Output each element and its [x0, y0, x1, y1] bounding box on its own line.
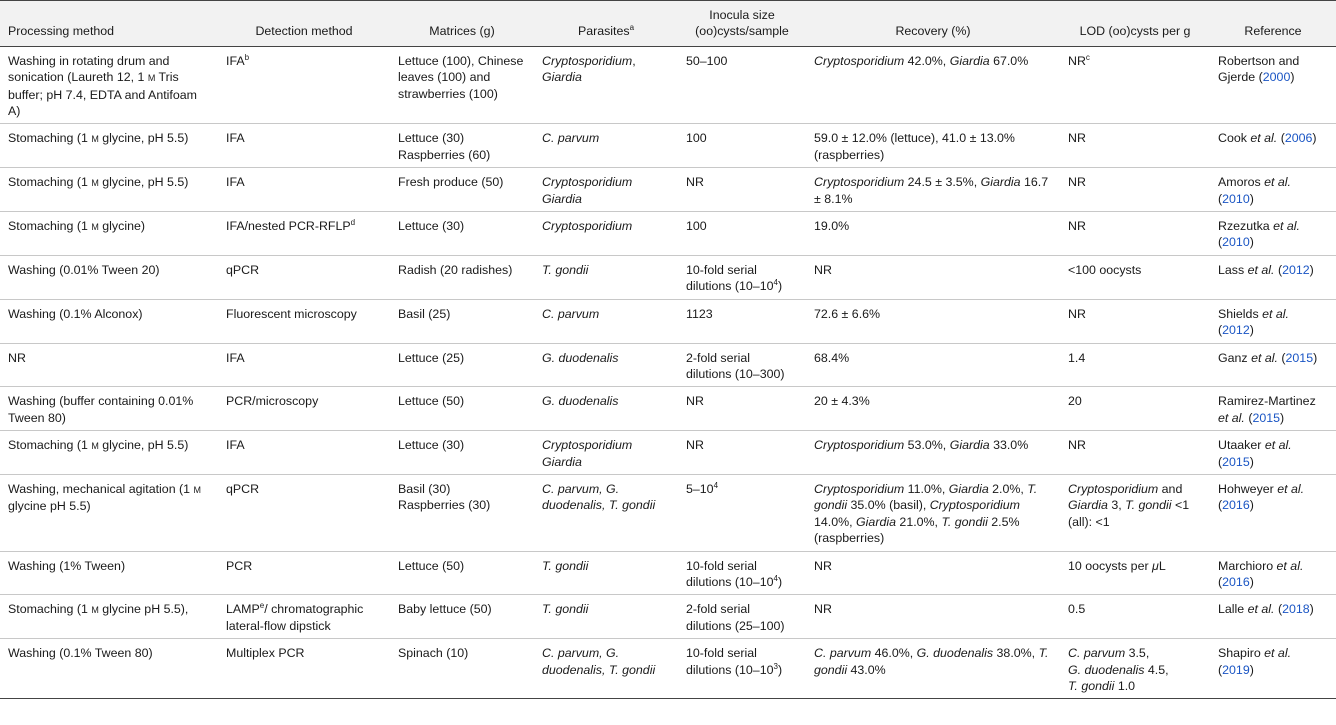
parasite-name: Giardia [542, 454, 582, 469]
parasite-name: T. gondii [814, 481, 1038, 513]
inocula-text: 5–10 [686, 481, 714, 496]
reference-paren: ( [1218, 235, 1223, 250]
parasite-name: Cryptosporidium [814, 53, 905, 68]
cell-detection [218, 595, 390, 639]
lod-value: <1 (all): <1 [1068, 498, 1190, 529]
cell-reference [1210, 595, 1336, 639]
cell-inocula: 50–100 [678, 46, 806, 124]
cell-recovery: 20 ± 4.3% [806, 387, 1060, 431]
et-al: et al. [1251, 350, 1278, 365]
et-al: et al. [1262, 306, 1289, 321]
cell-matrices: Radish (20 radishes) [390, 255, 534, 299]
cell-inocula: NR [678, 387, 806, 431]
cell-detection [218, 212, 390, 256]
parasite-name: Cryptosporidium [542, 438, 633, 453]
reference-paren: ) [1309, 602, 1314, 617]
cell-lod: NR [1060, 212, 1210, 256]
parasite-name: G. duodenalis [1068, 662, 1145, 677]
parasite-name: T. gondii [941, 514, 988, 529]
et-al: et al. [1250, 131, 1278, 146]
cell-recovery: 59.0 ± 12.0% (lettuce), 41.0 ± 13.0% (raspberries) [806, 124, 1060, 168]
recovery-value: 2.0%, [988, 481, 1028, 496]
cell-lod: NR [1060, 431, 1210, 475]
cell-lod [1060, 639, 1210, 699]
matrix-line: Basil (30) [398, 481, 451, 496]
cell-processing: NR [0, 343, 218, 387]
parasite-name: C. parvum [1068, 646, 1126, 661]
cell-recovery: NR [806, 255, 1060, 299]
reference-authors: Robertson and Gjerde ( [1218, 53, 1300, 85]
processing-text-tail: glycine pH 5.5) [8, 499, 91, 514]
recovery-value: 53.0%, [904, 438, 950, 453]
parasite-name: Giardia [949, 53, 990, 68]
reference-paren: ( [1274, 602, 1283, 617]
cell-processing [0, 431, 218, 475]
reference-paren: ) [1249, 498, 1254, 513]
processing-text: Stomaching (1 [8, 219, 92, 234]
cell-inocula: NR [678, 168, 806, 212]
recovery-value: 43.0% [847, 662, 886, 677]
recovery-value: 16.7 ± 8.1% [814, 175, 1049, 206]
cell-recovery [806, 46, 1060, 124]
cell-reference [1210, 299, 1336, 343]
cell-processing [0, 474, 218, 551]
cell-parasites: T. gondii [534, 551, 678, 595]
molar-unit: M [147, 73, 156, 84]
cell-inocula: 100 [678, 212, 806, 256]
exponent: 4 [773, 278, 778, 288]
cell-detection: PCR/microscopy [218, 387, 390, 431]
cell-matrices: Lettuce (50) [390, 551, 534, 595]
parasite-name: Cryptosporidium [1068, 481, 1159, 496]
cell-detection [218, 46, 390, 124]
cell-processing: Washing (0.1% Alconox) [0, 299, 218, 343]
cell-lod: NR [1060, 168, 1210, 212]
reference-authors: Ganz [1218, 350, 1252, 365]
parasite-name: T. gondii [814, 646, 1049, 677]
parasite-name: Giardia [1068, 498, 1108, 513]
cell-lod: NR [1060, 124, 1210, 168]
cell-reference [1210, 343, 1336, 387]
et-al: et al. [1277, 481, 1305, 496]
cell-detection: IFA [218, 431, 390, 475]
cell-inocula: 2-fold serial dilutions (10–300) [678, 343, 806, 387]
reference-year-link[interactable]: 2010 [1222, 191, 1250, 206]
exponent: 4 [713, 480, 719, 490]
cell-reference [1210, 387, 1336, 431]
et-al: et al. [1264, 438, 1292, 453]
cell-lod: 0.5 [1060, 595, 1210, 639]
reference-paren: ) [1249, 235, 1254, 250]
cell-processing [0, 168, 218, 212]
processing-text: Stomaching (1 [8, 175, 92, 190]
reference-year-link[interactable]: 2012 [1222, 323, 1250, 338]
cell-inocula [678, 639, 806, 699]
parasite-name: Giardia [948, 481, 989, 496]
detection-text: LAMP [226, 602, 260, 617]
et-al: et al. [1247, 262, 1275, 277]
parasite-name: C. parvum [814, 646, 872, 661]
parasite-name: Cryptosporidium [542, 175, 633, 190]
cell-reference [1210, 431, 1336, 475]
table-row [0, 474, 1336, 551]
header-parasites-footnote: a [629, 23, 635, 33]
cell-parasites: G. duodenalis [534, 387, 678, 431]
matrix-line: Raspberries (30) [398, 498, 491, 513]
cell-processing [0, 124, 218, 168]
parasite-name: Cryptosporidium [929, 498, 1020, 513]
cell-lod: <100 oocysts [1060, 255, 1210, 299]
table-row [0, 46, 1336, 124]
table-row [0, 168, 1336, 212]
cell-matrices: Basil (25) [390, 299, 534, 343]
processing-text: Washing in rotating drum and sonication (Laureth 12, 1 [8, 53, 170, 85]
table-row [0, 595, 1336, 639]
reference-paren: ) [1249, 662, 1254, 677]
cell-lod [1060, 474, 1210, 551]
cell-detection: qPCR [218, 474, 390, 551]
et-al: et al. [1264, 646, 1292, 661]
cell-processing: Washing (0.1% Tween 80) [0, 639, 218, 699]
table-row [0, 387, 1336, 431]
recovery-value: 38.0%, [993, 646, 1039, 661]
parasite-name: Giardia [856, 514, 896, 529]
cell-detection: Fluorescent microscopy [218, 299, 390, 343]
cell-reference [1210, 474, 1336, 551]
reference-paren: ( [1218, 574, 1223, 589]
reference-paren: ) [1290, 70, 1295, 85]
cell-lod [1060, 46, 1210, 124]
molar-unit: M [91, 178, 99, 189]
reference-paren: ) [1312, 131, 1317, 146]
parasite-name: Cryptosporidium [814, 175, 905, 190]
reference-authors: Lalle [1218, 602, 1248, 617]
cell-reference [1210, 168, 1336, 212]
matrix-line: Lettuce (30) [398, 131, 465, 146]
table-row [0, 639, 1336, 699]
et-al: et al. [1264, 175, 1292, 190]
parasite-name: Giardia [542, 191, 582, 206]
table-row [0, 212, 1336, 256]
reference-authors: Hohweyer [1218, 481, 1278, 496]
matrix-line: Raspberries (60) [398, 147, 491, 162]
inocula-text: 10-fold serial dilutions (10–10 [686, 558, 774, 589]
header-detection-method: Detection method [218, 1, 390, 47]
cell-parasites [534, 168, 678, 212]
cell-parasites: C. parvum, G. duodenalis, T. gondii [534, 639, 678, 699]
cell-detection: PCR [218, 551, 390, 595]
reference-year-link[interactable]: 2019 [1222, 662, 1250, 677]
cell-inocula: NR [678, 431, 806, 475]
cell-parasites: T. gondii [534, 595, 678, 639]
reference-year-link[interactable]: 2015 [1222, 454, 1250, 469]
reference-paren: ( [1218, 454, 1223, 469]
reference-paren: ) [1309, 262, 1314, 277]
recovery-value: 42.0%, [904, 53, 950, 68]
recovery-value: 46.0%, [871, 646, 917, 661]
cell-inocula [678, 255, 806, 299]
processing-text-tail: glycine, pH 5.5) [98, 131, 189, 146]
inocula-paren: ) [777, 279, 783, 294]
reference-paren: ) [1249, 323, 1254, 338]
cell-parasites: C. parvum, G. duodenalis, T. gondii [534, 474, 678, 551]
cell-parasites: T. gondii [534, 255, 678, 299]
reference-authors: Marchioro [1218, 558, 1277, 573]
cell-parasites: C. parvum [534, 124, 678, 168]
reference-authors: Shields [1218, 306, 1263, 321]
reference-paren: ) [1249, 191, 1254, 206]
table-row [0, 255, 1336, 299]
micro-symbol: μ [1152, 558, 1159, 573]
cell-matrices [390, 474, 534, 551]
recovery-value: 21.0%, [895, 514, 942, 529]
cell-lod: NR [1060, 299, 1210, 343]
header-parasites-label: Parasites [577, 24, 630, 39]
recovery-value: 2.5% (raspberries) [814, 514, 1020, 546]
cell-recovery [806, 474, 1060, 551]
cell-reference [1210, 255, 1336, 299]
recovery-value: 67.0% [989, 53, 1029, 68]
parasite-name: Cryptosporidium [542, 53, 633, 68]
cell-parasites [534, 431, 678, 475]
inocula-paren: ) [777, 574, 783, 589]
cell-recovery: 72.6 ± 6.6% [806, 299, 1060, 343]
cell-recovery: 19.0% [806, 212, 1060, 256]
cell-detection: IFA [218, 168, 390, 212]
reference-year-link[interactable]: 2000 [1262, 70, 1291, 85]
cell-matrices: Lettuce (25) [390, 343, 534, 387]
lod-value: 3, [1107, 498, 1126, 513]
lod-value: 3.5, [1125, 646, 1150, 661]
parasite-name: T. gondii [1068, 679, 1115, 693]
cell-matrices: Lettuce (50) [390, 387, 534, 431]
inocula-text: 10-fold serial dilutions (10–10 [686, 262, 774, 294]
parasite-name: G. duodenalis [916, 646, 994, 661]
cell-recovery [806, 431, 1060, 475]
cell-recovery: NR [806, 551, 1060, 595]
recovery-value: 35.0% (basil), [847, 498, 930, 513]
lod-value: NR [1068, 53, 1086, 68]
cell-processing: Washing (buffer containing 0.01% Tween 80) [0, 387, 218, 431]
reference-paren: ( [1277, 131, 1285, 146]
inocula-text: 10-fold serial dilutions (10–10 [686, 646, 774, 677]
parasite-name: Giardia [980, 175, 1021, 190]
table-row [0, 343, 1336, 387]
processing-text-tail: glycine, pH 5.5) [98, 438, 189, 453]
inocula-paren: ) [777, 662, 783, 677]
reference-paren: ) [1249, 454, 1254, 469]
reference-authors: Rzezutka [1218, 219, 1274, 234]
lod-value: 4.5, [1144, 662, 1169, 677]
parasite-name: Cryptosporidium [814, 481, 905, 496]
cell-reference [1210, 124, 1336, 168]
cell-recovery: 68.4% [806, 343, 1060, 387]
reference-paren: ) [1249, 574, 1254, 589]
cell-reference [1210, 551, 1336, 595]
cell-processing [0, 212, 218, 256]
header-inocula-size [678, 1, 806, 47]
cell-lod: 20 [1060, 387, 1210, 431]
cell-inocula: 1123 [678, 299, 806, 343]
table-row [0, 431, 1336, 475]
header-parasites [534, 1, 678, 47]
detection-text: IFA/nested PCR-RFLP [226, 219, 351, 234]
cell-lod [1060, 551, 1210, 595]
cell-matrices: Fresh produce (50) [390, 168, 534, 212]
parasite-name: T. gondii [1125, 498, 1172, 513]
parasite-name: Cryptosporidium [814, 438, 905, 453]
cell-detection: Multiplex PCR [218, 639, 390, 699]
parasite-name: Giardia [542, 70, 582, 85]
cell-matrices: Lettuce (100), Chinese leaves (100) and strawberries (100) [390, 46, 534, 124]
cell-reference [1210, 212, 1336, 256]
reference-year-link[interactable]: 2016 [1222, 498, 1250, 513]
recovery-value: 24.5 ± 3.5%, [904, 175, 981, 190]
reference-year-link[interactable]: 2006 [1284, 131, 1313, 146]
reference-paren: ( [1218, 498, 1223, 513]
recovery-value: 11.0%, [904, 481, 949, 496]
detection-text-tail: / chromatographic lateral-flow dipstick [226, 602, 364, 633]
reference-paren: ( [1218, 191, 1223, 206]
cell-processing: Washing (1% Tween) [0, 551, 218, 595]
lod-value: 1.0 [1114, 679, 1136, 693]
footnote-mark: c [1085, 52, 1090, 62]
processing-text: Washing, mechanical agitation (1 [8, 481, 194, 496]
processing-text: Stomaching (1 [8, 438, 92, 453]
processing-text-tail: glycine pH 5.5), [98, 602, 189, 617]
reference-authors: Amoros [1218, 175, 1265, 190]
processing-text-tail: glycine) [98, 219, 145, 234]
et-al: et al. [1276, 558, 1304, 573]
lod-unit: L [1158, 558, 1166, 573]
cell-matrices: Lettuce (30) [390, 431, 534, 475]
reference-authors: Utaaker [1218, 438, 1265, 453]
reference-year-link[interactable]: 2010 [1222, 235, 1250, 250]
cell-parasites: G. duodenalis [534, 343, 678, 387]
reference-authors: Shapiro [1218, 646, 1265, 661]
reference-paren: ( [1274, 262, 1283, 277]
cell-detection: IFA [218, 343, 390, 387]
cell-parasites: Cryptosporidium [534, 212, 678, 256]
reference-paren: ) [1313, 350, 1318, 365]
cell-matrices: Spinach (10) [390, 639, 534, 699]
reference-paren: ( [1218, 662, 1223, 677]
cell-matrices: Baby lettuce (50) [390, 595, 534, 639]
header-reference: Reference [1210, 1, 1336, 47]
cell-recovery [806, 168, 1060, 212]
header-inocula-line2: (oo)cysts/sample [695, 24, 789, 39]
reference-paren: ( [1277, 350, 1286, 365]
cell-reference [1210, 639, 1336, 699]
parasite-name: Giardia [949, 438, 990, 453]
reference-paren: ( [1218, 323, 1223, 338]
cell-recovery [806, 639, 1060, 699]
reference-paren: ) [1280, 410, 1285, 425]
recovery-value: 14.0%, [814, 514, 857, 529]
cell-parasites [534, 46, 678, 124]
cell-detection: IFA [218, 124, 390, 168]
cell-inocula: 2-fold serial dilutions (25–100) [678, 595, 806, 639]
table-row [0, 299, 1336, 343]
table-row [0, 551, 1336, 595]
cell-matrices [390, 124, 534, 168]
et-al: et al. [1218, 410, 1245, 425]
footnote-mark: e [259, 601, 265, 611]
cell-processing [0, 46, 218, 124]
cell-lod: 1.4 [1060, 343, 1210, 387]
molar-unit: M [91, 134, 99, 145]
cell-inocula [678, 474, 806, 551]
table-header-row [0, 1, 1336, 47]
cell-inocula [678, 551, 806, 595]
cell-matrices: Lettuce (30) [390, 212, 534, 256]
reference-authors: Cook [1218, 131, 1251, 146]
footnote-mark: d [350, 217, 356, 227]
reference-year-link[interactable]: 2015 [1285, 350, 1314, 365]
et-al: et al. [1273, 219, 1300, 234]
cell-reference [1210, 46, 1336, 124]
reference-authors: Ramirez-Martinez [1218, 394, 1316, 409]
reference-year-link[interactable]: 2016 [1222, 574, 1250, 589]
separator: , [632, 53, 636, 68]
processing-text-tail: Tris buffer; pH 7.4, EDTA and Antifoam A) [8, 70, 197, 119]
header-matrices: Matrices (g) [390, 1, 534, 47]
cell-recovery: NR [806, 595, 1060, 639]
table-row [0, 124, 1336, 168]
cell-inocula: 100 [678, 124, 806, 168]
lod-value: 10 oocysts per [1068, 558, 1153, 573]
processing-text-tail: glycine, pH 5.5) [98, 175, 189, 190]
reference-paren: ( [1244, 410, 1253, 425]
recovery-value: 33.0% [989, 438, 1029, 453]
cell-detection: qPCR [218, 255, 390, 299]
cell-parasites: C. parvum [534, 299, 678, 343]
processing-text: Stomaching (1 [8, 131, 92, 146]
header-lod: LOD (oo)cysts per g [1060, 1, 1210, 47]
header-recovery: Recovery (%) [806, 1, 1060, 47]
molar-unit: M [193, 484, 201, 495]
reference-year-link[interactable]: 2015 [1252, 410, 1281, 425]
molar-unit: M [91, 222, 99, 233]
processing-text: Stomaching (1 [8, 602, 92, 617]
molar-unit: M [91, 441, 99, 452]
header-inocula-line1: Inocula size [709, 8, 775, 22]
et-al: et al. [1247, 602, 1275, 617]
detection-text: IFA [226, 53, 245, 68]
cell-processing: Washing (0.01% Tween 20) [0, 255, 218, 299]
reference-year-link[interactable]: 2012 [1282, 262, 1310, 277]
reference-authors: Lass [1218, 262, 1248, 277]
cell-processing [0, 595, 218, 639]
molar-unit: M [91, 605, 99, 616]
header-processing-method: Processing method [0, 1, 218, 47]
lod-value: and [1158, 481, 1183, 496]
exponent: 3 [773, 661, 778, 671]
reference-year-link[interactable]: 2018 [1282, 602, 1310, 617]
exponent: 4 [773, 573, 778, 583]
footnote-mark: b [244, 52, 250, 62]
